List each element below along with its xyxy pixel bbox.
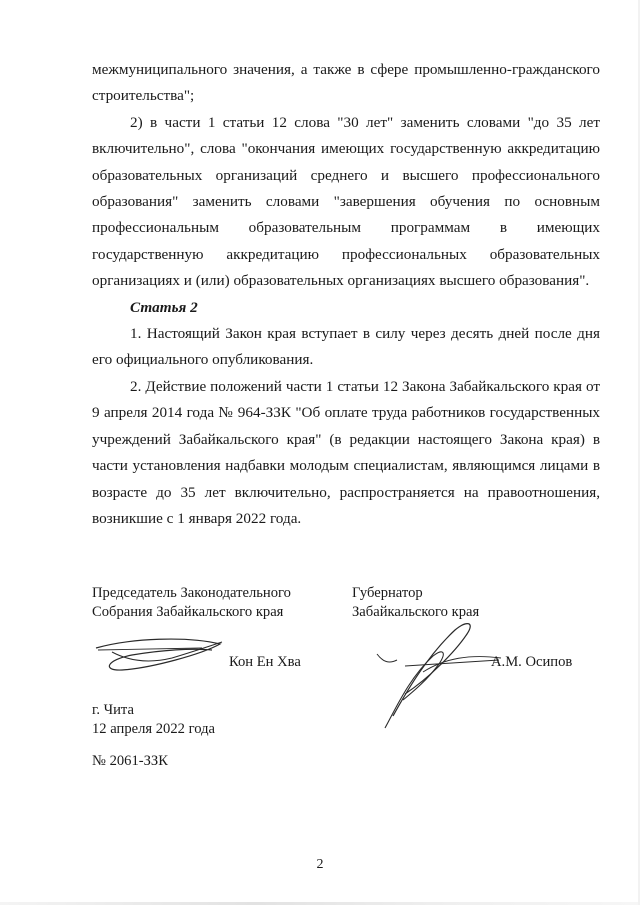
left-signatory-name: Кон Ен Хва (229, 654, 301, 670)
law-body (92, 57, 600, 532)
right-signatory-name: А.М. Осипов (491, 654, 573, 670)
signing-date: 12 апреля 2022 года (92, 721, 215, 737)
right-handwritten-signature (375, 618, 505, 730)
right-title-line-2: Забайкальского края (352, 604, 480, 620)
right-signatory-title (352, 584, 479, 622)
article-title: Статья 2 (130, 298, 198, 316)
paragraph-line: межмуниципального значения, а также в сфере промышленно-гражданского (92, 61, 600, 78)
city: г. Чита (92, 702, 134, 718)
left-handwritten-signature (92, 630, 227, 680)
left-title-line-2: Собрания Забайкальского края (92, 604, 284, 620)
paragraph-line: строительства"; (92, 87, 195, 105)
place-and-date (92, 701, 215, 739)
article-paragraph-2: 2. Действие положений части 1 статьи 12 Закона Забайкальского края от 9 апреля 2014 года № 964-ЗЗК "Об оплате труда работников государственных учреждений Забайкальского края" (в редакции настоящего Закона края) в части установления надбавки молодым специалистам, являющимся лицами в возрасте до 35 лет включительно, распространяется на правоотношения, возникшие с 1 января 2022 года. (92, 377, 600, 527)
law-number: № 2061-ЗЗК (92, 753, 168, 769)
paragraph-continuation (92, 57, 600, 110)
left-title-line-1: Председатель Законодательного (92, 585, 291, 601)
right-title-line-1: Губернатор (352, 585, 423, 601)
left-signatory-title (92, 584, 291, 622)
paragraph-amendment-2: 2) в части 1 статьи 12 слова "30 лет" заменить словами "до 35 лет включительно", слова "окончания имеющих государственную аккредитацию образовательных организаций среднего и высшего профессионального образования" заменить словами "завершения обучения по основным профессиональным образовательным программам в имеющих государственную аккредитацию профессиональных образовательных организациях и (или) образовательных организациях высшего образования". (92, 113, 600, 290)
article-paragraph-1: 1. Настоящий Закон края вступает в силу через десять дней после дня его официального опубликования. (92, 325, 600, 369)
page-number: 2 (316, 857, 324, 872)
